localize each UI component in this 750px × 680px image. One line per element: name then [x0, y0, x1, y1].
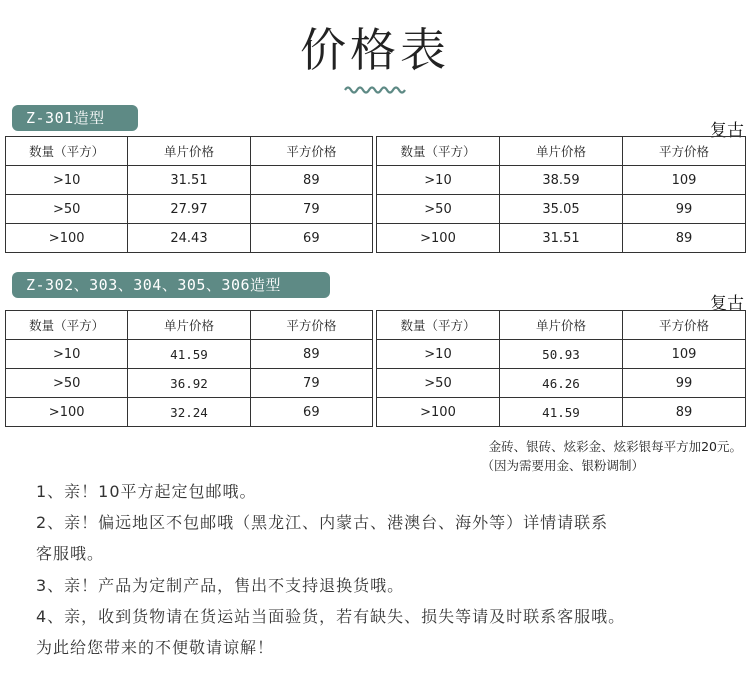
col-header-sqm-price: 平方价格	[623, 311, 746, 340]
cell-quantity: >50	[6, 195, 128, 224]
cell-unit-price: 24.43	[128, 224, 250, 253]
table-header-row	[6, 311, 373, 340]
tip-item: 3、亲！产品为定制产品，售出不支持退换货哦。	[36, 576, 405, 595]
col-header-sqm-price: 平方价格	[623, 137, 746, 166]
table-header-row	[377, 311, 746, 340]
cell-sqm-price: 79	[250, 369, 372, 398]
surcharge-reason-note: （因为需要用金、银粉调制）	[481, 458, 644, 473]
cell-unit-price: 41.59	[128, 340, 250, 369]
table-row	[377, 369, 746, 398]
cell-quantity: >10	[6, 166, 128, 195]
cell-quantity: >100	[6, 398, 128, 427]
price-table-left	[5, 136, 373, 253]
col-header-quantity: 数量（平方）	[6, 137, 128, 166]
cell-quantity: >50	[377, 195, 500, 224]
tip-item: 为此给您带来的不便敬请谅解！	[36, 638, 275, 657]
wave-divider-icon	[344, 84, 406, 96]
cell-sqm-price: 99	[623, 369, 746, 398]
cell-sqm-price: 69	[250, 398, 372, 427]
cell-sqm-price: 99	[623, 195, 746, 224]
cell-sqm-price: 109	[623, 166, 746, 195]
col-header-unit-price: 单片价格	[500, 311, 623, 340]
tip-item: 客服哦。	[36, 544, 105, 563]
cell-quantity: >50	[6, 369, 128, 398]
cell-quantity: >10	[6, 340, 128, 369]
table-header-row	[6, 137, 373, 166]
surcharge-note: 金砖、银砖、炫彩金、炫彩银每平方加20元。	[488, 439, 742, 454]
page-title: 价格表	[300, 23, 450, 77]
tip-item: 2、亲！偏远地区不包邮哦（黑龙江、内蒙古、港澳台、海外等）详情请联系	[36, 513, 609, 532]
cell-unit-price: 35.05	[500, 195, 623, 224]
style-label: 复古	[710, 121, 744, 141]
table-row	[6, 340, 373, 369]
cell-sqm-price: 89	[623, 398, 746, 427]
cell-unit-price: 38.59	[500, 166, 623, 195]
cell-quantity: >50	[377, 369, 500, 398]
table-row	[377, 195, 746, 224]
table-row	[6, 398, 373, 427]
cell-unit-price: 46.26	[500, 369, 623, 398]
cell-unit-price: 27.97	[128, 195, 250, 224]
section-tag-z302-306: Z-302、303、304、305、306造型	[12, 272, 330, 298]
table-row	[6, 224, 373, 253]
cell-sqm-price: 109	[623, 340, 746, 369]
tip-item: 4、亲，收到货物请在货运站当面验货，若有缺失、损失等请及时联系客服哦。	[36, 607, 626, 626]
style-label: 复古	[710, 294, 744, 314]
cell-quantity: >100	[377, 398, 500, 427]
price-table-left	[5, 310, 373, 427]
col-header-quantity: 数量（平方）	[6, 311, 128, 340]
table-row	[6, 369, 373, 398]
col-header-unit-price: 单片价格	[500, 137, 623, 166]
table-header-row	[377, 137, 746, 166]
table-row	[377, 166, 746, 195]
tip-item: 1、亲！10平方起定包邮哦。	[36, 482, 257, 501]
cell-unit-price: 41.59	[500, 398, 623, 427]
cell-unit-price: 31.51	[128, 166, 250, 195]
cell-quantity: >10	[377, 340, 500, 369]
cell-sqm-price: 89	[623, 224, 746, 253]
cell-sqm-price: 89	[250, 340, 372, 369]
col-header-quantity: 数量（平方）	[377, 311, 500, 340]
table-row	[6, 195, 373, 224]
cell-unit-price: 36.92	[128, 369, 250, 398]
table-row	[377, 398, 746, 427]
cell-quantity: >100	[377, 224, 500, 253]
col-header-quantity: 数量（平方）	[377, 137, 500, 166]
price-table-right	[376, 136, 746, 253]
cell-sqm-price: 69	[250, 224, 372, 253]
col-header-unit-price: 单片价格	[128, 311, 250, 340]
table-row	[377, 224, 746, 253]
col-header-sqm-price: 平方价格	[250, 311, 372, 340]
section-tag-z301: Z-301造型	[12, 105, 138, 131]
cell-unit-price: 50.93	[500, 340, 623, 369]
table-row	[6, 166, 373, 195]
price-table-right	[376, 310, 746, 427]
table-row	[377, 340, 746, 369]
cell-unit-price: 31.51	[500, 224, 623, 253]
cell-sqm-price: 79	[250, 195, 372, 224]
cell-sqm-price: 89	[250, 166, 372, 195]
cell-unit-price: 32.24	[128, 398, 250, 427]
col-header-sqm-price: 平方价格	[250, 137, 372, 166]
col-header-unit-price: 单片价格	[128, 137, 250, 166]
cell-quantity: >100	[6, 224, 128, 253]
cell-quantity: >10	[377, 166, 500, 195]
